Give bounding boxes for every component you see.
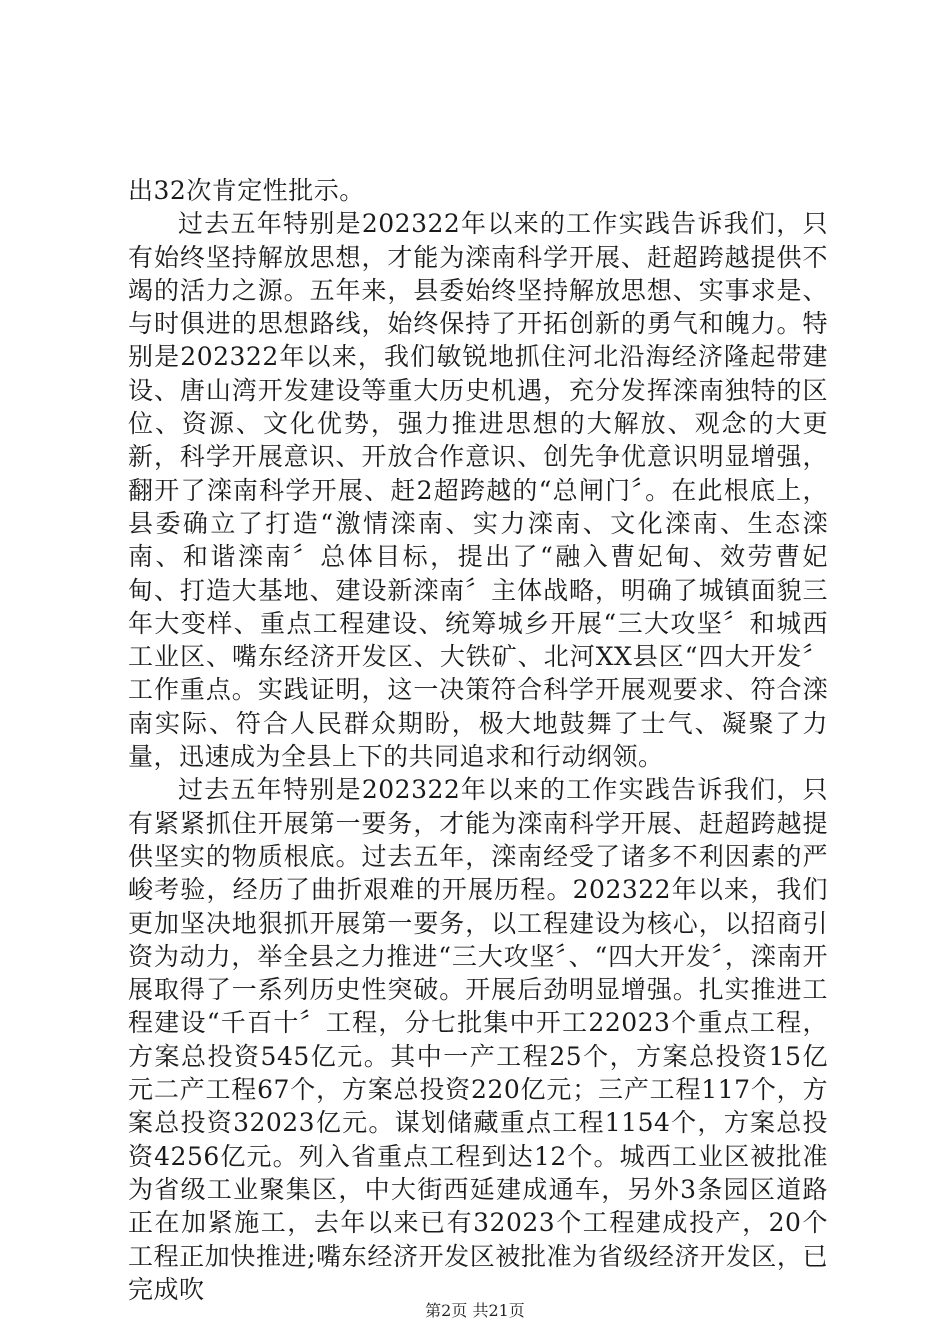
document-body <box>128 174 828 1306</box>
page-number-footer: 第2页 共21页 <box>425 1301 525 1320</box>
paragraph-continuation: 出32次肯定性批示。 <box>128 176 365 205</box>
paragraph-development-priority: 过去五年特别是202322年以来的工作实践告诉我们，只有紧紧抓住开展第一要务，才能为滦南科学开展、赶超跨越提供坚实的物质根底。过去五年，滦南经受了诸多不利因素的严峻考验，经历了曲折艰难的开展历程。202322年以来，我们更加坚决地狠抓开展第一要务，以工程建设为核心，以招商引资为动力，举全县之力推进“三大攻坚〞、“四大开发〞，滦南开展取得了一系列历史性突破。开展后劲明显增强。扎实推进工程建设“千百十〞工程，分七批集中开工22023个重点工程，方案总投资545亿元。其中一产工程25个，方案总投资15亿元二产工程67个，方案总投资220亿元；三产工程117个，方案总投资32023亿元。谋划储藏重点工程1154个，方案总投资4256亿元。列入省重点工程到达12个。城西工业区被批准为省级工业聚集区，中大街西延建成通车，另外3条园区道路正在加紧施工，去年以来已有32023个工程建成投产，20个工程正加快推进;嘴东经济开发区被批准为省级经济开发区，已完成吹 <box>128 775 828 1304</box>
paragraph-liberating-thought: 过去五年特别是202322年以来的工作实践告诉我们，只有始终坚持解放思想，才能为滦南科学开展、赶超跨越提供不竭的活力之源。五年来，县委始终坚持解放思想、实事求是、与时俱进的思想路线，始终保持了开拓创新的勇气和魄力。特别是202322年以来，我们敏锐地抓住河北沿海经济隆起带建设、唐山湾开发建设等重大历史机遇，充分发挥滦南独特的区位、资源、文化优势，强力推进思想的大解放、观念的大更新，科学开展意识、开放合作意识、创先争优意识明显增强，翻开了滦南科学开展、赶2超跨越的“总闸门〞。在此根底上，县委确立了打造“激情滦南、实力滦南、文化滦南、生态滦南、和谐滦南〞总体目标，提出了“融入曹妃甸、效劳曹妃甸、打造大基地、建设新滦南〞主体战略，明确了城镇面貌三年大变样、重点工程建设、统筹城乡开展“三大攻坚〞和城西工业区、嘴东经济开发区、大铁矿、北河XX县区“四大开发〞工作重点。实践证明，这一决策符合科学开展观要求、符合滦南实际、符合人民群众期盼，极大地鼓舞了士气、凝聚了力量，迅速成为全县上下的共同追求和行动纲领。 <box>128 209 828 772</box>
